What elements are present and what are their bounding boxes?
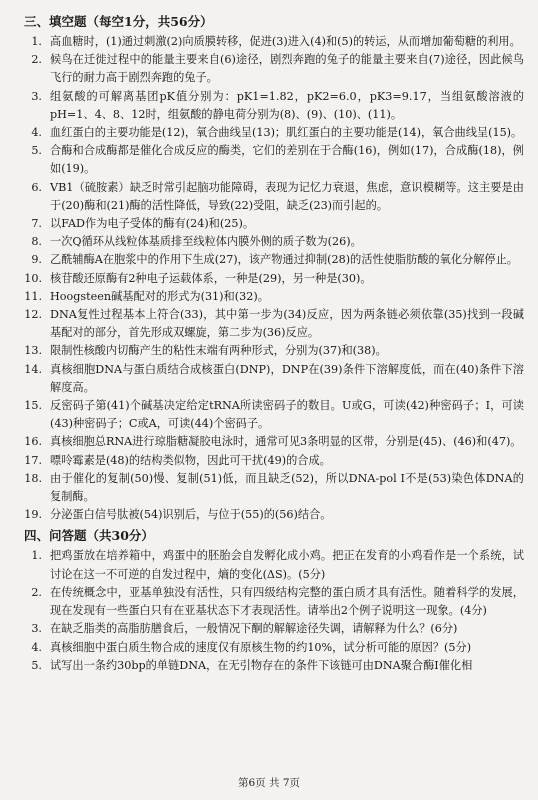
question-item bbox=[16, 639, 524, 657]
question-number: 8. bbox=[31, 235, 42, 249]
question-text: 真核细胞总RNA进行琼脂糖凝胶电泳时，通常可见3条明显的区带，分别是(45)、(46)和(47)。 bbox=[50, 435, 522, 449]
question-item bbox=[16, 51, 524, 87]
question-item bbox=[16, 251, 524, 269]
question-text: 高血糖时，(1)通过刺激(2)向质膜转移，促进(3)进入(4)和(5)的转运，从而增加葡萄糖的利用。 bbox=[50, 35, 521, 48]
question-text: 把鸡蛋放在培养箱中，鸡蛋中的胚胎会自发孵化成小鸡。把正在发育的小鸡看作是一个系统，试讨论在这一不可逆的自发过程中，熵的变化(ΔS)。(5分) bbox=[50, 549, 524, 581]
question-text: Hoogsteen碱基配对的形式为(31)和(32)。 bbox=[50, 289, 269, 303]
question-item bbox=[16, 215, 524, 233]
question-text: 血红蛋白的主要功能是(12)，氧合曲线呈(13)；肌红蛋白的主要功能是(14)，氧合曲线呈(15)。 bbox=[50, 126, 523, 140]
question-text: 限制性核酸内切酶产生的粘性末端有两种形式，分别为(37)和(38)。 bbox=[50, 344, 387, 358]
question-number: 1. bbox=[31, 35, 42, 48]
question-number: 2. bbox=[31, 53, 42, 67]
question-text: 一次Q循环从线粒体基质排至线粒体内膜外侧的质子数为(26)。 bbox=[50, 235, 362, 249]
question-item bbox=[16, 657, 524, 675]
page-footer: 第6页 共 7页 bbox=[237, 777, 301, 789]
question-number: 1. bbox=[31, 549, 42, 563]
question-item bbox=[16, 506, 524, 524]
question-item bbox=[16, 547, 524, 583]
question-text: 嘌呤霉素是(48)的结构类似物，因此可干扰(49)的合成。 bbox=[50, 453, 331, 467]
question-item bbox=[16, 433, 524, 451]
question-number: 4. bbox=[31, 126, 42, 140]
question-number: 2. bbox=[31, 585, 42, 599]
question-item bbox=[16, 233, 524, 251]
question-number: 15. bbox=[24, 399, 42, 413]
question-item bbox=[16, 620, 524, 638]
question-item bbox=[16, 452, 524, 470]
question-number: 3. bbox=[31, 622, 42, 636]
question-item bbox=[16, 142, 524, 178]
question-number: 9. bbox=[31, 253, 42, 267]
question-item bbox=[16, 179, 524, 215]
question-text: 候鸟在迁徙过程中的能量主要来自(6)途径，剧烈奔跑的兔子的能量主要来自(7)途径，因此候鸟飞行的耐力高于剧烈奔跑的兔子。 bbox=[50, 53, 524, 85]
question-text: 核苷酸还原酶有2种电子运载体系，一种是(29)，另一种是(30)。 bbox=[50, 271, 372, 285]
question-item bbox=[16, 584, 524, 620]
question-item bbox=[16, 470, 524, 506]
section-title-short-answer: 四、问答题（共30分） bbox=[24, 528, 154, 544]
question-item bbox=[16, 33, 524, 51]
question-number: 10. bbox=[24, 271, 42, 285]
question-item bbox=[16, 397, 524, 433]
question-text: 试写出一条约30bp的单链DNA，在无引物存在的条件下该链可由DNA聚合酶I催化相 bbox=[50, 658, 473, 672]
question-text: 由于催化的复制(50)慢、复制(51)低，而且缺乏(52)，所以DNA-pol I不是(53)染色体DNA的复制酶。 bbox=[50, 471, 524, 504]
question-number: 5. bbox=[31, 658, 42, 672]
question-text: 在缺乏脂类的高脂肪膳食后，一般情况下酮的解解途径失调，请解释为什么？(6分) bbox=[50, 622, 458, 636]
question-number: 16. bbox=[24, 435, 42, 449]
question-text: DNA复性过程基本上符合(33)，其中第一步为(34)反应，因为两条链必须依靠(35)找到一段碱基配对的部分，首先形成双螺旋，第二步为(36)反应。 bbox=[50, 308, 524, 340]
question-item bbox=[16, 124, 524, 142]
question-number: 6. bbox=[31, 180, 42, 194]
question-text: 组氨酸的可解离基团pK值分别为：pK1=1.82，pK2=6.0，pK3=9.17，当组氨酸溶液的pH=1、4、8、12时，组氨酸的静电荷分别为(8)、(9)、(10)、(11)。 bbox=[50, 89, 524, 121]
question-number: 17. bbox=[24, 453, 42, 467]
question-number: 7. bbox=[31, 217, 42, 231]
question-item bbox=[16, 342, 524, 360]
question-number: 13. bbox=[24, 344, 42, 358]
question-text: 以FAD作为电子受体的酶有(24)和(25)。 bbox=[50, 217, 255, 231]
question-text: 在传统概念中，亚基单独没有活性，只有四级结构完整的蛋白质才具有活性。随着科学的发展，现在发现有一些蛋白只有在亚基状态下才表现活性。请举出2个例子说明这一现象。(4分) bbox=[50, 585, 524, 618]
question-number: 4. bbox=[31, 640, 42, 654]
question-text: 分泌蛋白信号肽被(54)识别后，与位于(55)的(56)结合。 bbox=[50, 508, 332, 522]
question-item bbox=[16, 288, 524, 306]
question-item bbox=[16, 361, 524, 397]
section-title-fill-blank: 三、填空题（每空1分，共56分） bbox=[24, 14, 213, 29]
question-number: 11. bbox=[24, 289, 42, 303]
question-text: VB1（硫胺素）缺乏时常引起脑功能障碍，表现为记忆力衰退，焦虑，意识模糊等。这主要是由于(20)酶和(21)酶的活性降低，导致(22)受阻，缺乏(23)而引起的。 bbox=[50, 180, 524, 212]
question-item bbox=[16, 88, 524, 124]
question-number: 3. bbox=[31, 89, 42, 103]
question-text: 合酶和合成酶都是催化合成反应的酶类，它们的差别在于合酶(16)，例如(17)，合成酶(18)，例如(19)。 bbox=[50, 144, 524, 176]
question-number: 19. bbox=[24, 508, 42, 522]
question-item bbox=[16, 306, 524, 342]
question-number: 14. bbox=[24, 362, 42, 376]
question-text: 真核细胞中蛋白质生物合成的速度仅有原核生物的约10%，试分析可能的原因？(5分) bbox=[50, 640, 472, 654]
question-text: 乙酰辅酶A在胞浆中的作用下生成(27)，该产物通过抑制(28)的活性使脂肪酸的氧化分解停止。 bbox=[50, 253, 518, 267]
question-text: 反密码子第(41)个碱基决定给定tRNA所读密码子的数目。U或G，可读(42)种密码子；I，可读(43)种密码子；C或A，可读(44)个密码子。 bbox=[50, 399, 524, 431]
question-number: 5. bbox=[31, 144, 42, 158]
question-number: 12. bbox=[24, 308, 42, 322]
question-item bbox=[16, 270, 524, 288]
question-text: 真核细胞DNA与蛋白质结合成核蛋白(DNP)，DNP在(39)条件下溶解度低，而在(40)条件下溶解度高。 bbox=[50, 362, 524, 394]
question-number: 18. bbox=[24, 471, 42, 485]
